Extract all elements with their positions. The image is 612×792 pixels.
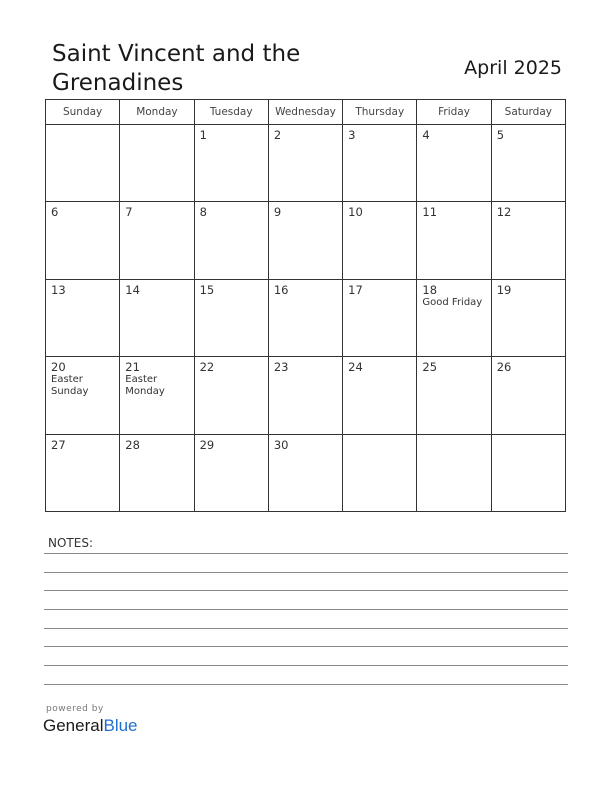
day-cell [268,202,342,279]
day-number: 10 [348,205,363,220]
day-cell [417,279,491,356]
weekday-header: Monday [120,100,194,125]
day-cell [491,357,565,434]
holiday-label: Good Friday [422,296,483,308]
brand-name-general: General [43,716,104,735]
day-cell [120,357,194,434]
day-cell [46,202,120,279]
day-number: 7 [125,205,133,220]
weekday-header: Saturday [491,100,565,125]
day-number: 14 [125,282,140,297]
day-cell [194,357,268,434]
week-row [46,202,566,279]
day-cell [343,279,417,356]
month-label: April 2025 [464,57,562,79]
day-cell [491,202,565,279]
note-line [44,553,568,554]
week-row [46,279,566,356]
day-number: 20 [51,360,66,375]
day-number: 12 [496,205,512,220]
weekday-header: Friday [417,100,491,125]
day-cell [417,357,491,434]
day-cell [46,357,120,434]
day-cell [46,279,120,356]
day-number: 17 [348,282,363,297]
day-cell [194,125,268,202]
day-cell [417,434,491,511]
week-row [46,357,566,434]
day-number: 26 [496,360,512,375]
day-number: 5 [496,128,505,142]
day-cell [120,125,194,202]
holiday-label: Easter Monday [125,374,165,398]
day-number: 19 [496,282,512,297]
brand-name-blue: Blue [103,716,138,735]
day-number: 28 [125,437,140,452]
note-line [44,628,568,629]
note-line [44,590,568,591]
day-number: 29 [199,437,215,452]
day-number: 1 [199,128,207,142]
day-cell [417,202,491,279]
day-cell [268,125,342,202]
note-line [44,572,568,573]
day-cell [120,279,194,356]
note-line [44,609,568,610]
day-cell [491,279,565,356]
weekday-header-row [46,100,566,125]
day-cell [194,434,268,511]
day-cell [417,125,491,202]
day-cell [343,434,417,511]
day-number: 25 [422,360,438,375]
day-cell [343,125,417,202]
day-cell [46,434,120,511]
week-row [46,434,566,511]
day-number: 27 [51,437,66,452]
day-cell [194,279,268,356]
day-cell [343,357,417,434]
powered-by-text: powered by [46,704,104,714]
holiday-label: Easter Sunday [51,374,89,398]
brand-logo[interactable] [43,716,138,736]
day-number: 18 [422,282,438,297]
day-number: 9 [273,205,282,220]
note-line [44,646,568,647]
day-cell [268,357,342,434]
weekday-header: Wednesday [268,100,342,125]
day-number: 23 [273,360,289,375]
day-number: 3 [348,128,356,142]
day-cell [491,125,565,202]
day-number: 4 [422,128,430,142]
day-cell [120,202,194,279]
day-number: 8 [199,205,207,220]
day-number: 2 [273,128,282,142]
day-cell [268,434,342,511]
week-row [46,125,566,202]
day-number: 24 [348,360,363,375]
day-cell [343,202,417,279]
day-cell [491,434,565,511]
day-number: 16 [273,282,289,297]
day-cell [120,434,194,511]
note-line [44,665,568,666]
weekday-header: Sunday [46,100,120,125]
day-cell [46,125,120,202]
weekday-header: Thursday [343,100,417,125]
day-number: 11 [422,205,438,220]
day-number: 15 [199,282,215,297]
day-number: 21 [125,360,140,375]
day-number: 6 [51,205,59,220]
day-cell [194,202,268,279]
day-cell [268,279,342,356]
note-line [44,684,568,685]
notes-label: NOTES: [48,536,93,550]
page-title: Saint Vincent and the Grenadines [52,41,301,96]
day-number: 13 [51,282,66,297]
weekday-header: Tuesday [194,100,268,125]
day-number: 30 [273,437,289,452]
calendar-grid [45,99,566,512]
day-number: 22 [199,360,215,375]
